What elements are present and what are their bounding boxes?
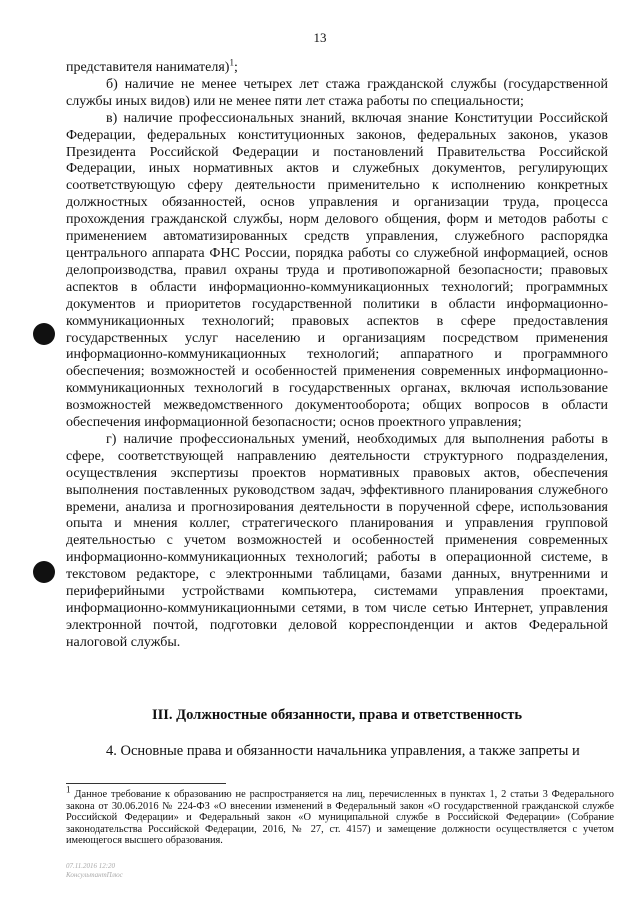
footnote-marker: 1 <box>66 784 71 795</box>
footnote-ref[interactable]: 1 <box>229 57 234 68</box>
body-text <box>66 57 608 652</box>
paragraph-v: в) наличие профессиональных знаний, включая знание Конституции Российской Федерации, федеральных конституционных законов, федеральных законов, указов Президента Российской Федерации и постановлений Правительства Российской Федерации, иных нормативных актов и служебных документов, регулирующих соответствующую сферу деятельности применительно к исполнению конкретных должностных обязанностей, основ управления и организации труда, процесса прохождения гражданской службы, норм делового общения, форм и методов работы с применением автоматизированных средств управления, служебного распорядка центрального аппарата ФНС России, порядка работы со служебной информацией, основ делопроизводства, правил охраны труда и противопожарной безопасности; правовых аспектов в области информационно-коммуникационных технологий; программных документов и приоритетов государственной политики в области информационно-коммуникационных технологий; правовых аспектов в сфере предоставления государственных услуг населению и организациям посредством применения информационно-коммуникационных технологий; аппаратного и программного обеспечения; возможностей и особенностей применения современных информационно-коммуникационных технологий в государственных органах, включая использование возможностей межведомственного документооборота; общих вопросов в области обеспечения информационной безопасности; основ проектного управления; <box>66 110 608 431</box>
paragraph-b: б) наличие не менее четырех лет стажа гражданской службы (государственной службы иных видов) или не менее пяти лет стажа работы по специальности; <box>66 76 608 109</box>
paragraph-4-start: 4. Основные права и обязанности начальника управления, а также запреты и <box>106 743 580 759</box>
page-number: 13 <box>313 30 327 45</box>
punch-hole-bottom <box>33 561 55 583</box>
stamp-line-2: КонсультантПлюс <box>66 871 123 879</box>
section-heading: III. Должностные обязанности, права и ответственность <box>151 707 523 723</box>
paragraph-tail: ; <box>233 60 238 75</box>
punch-hole-top <box>33 323 55 345</box>
paragraph-text: представителя нанимателя) <box>66 60 230 75</box>
footnote-text: Данное требование к образованию не распространяется на лиц, перечисленных в пунктах 1, 2 статьи 3 Федерального закона от 30.06.2016 № 224-ФЗ «О внесении изменений в Федеральный закон «О государственной гражданской службе Российской Федерации» и Федеральный закон «О муниципальной службе в Российской Федерации» (Собрание законодательства Российской Федерации, 2016, № 27, ст. 4157) и замещение должности осуществляется с учетом имеющегося высшего образования. <box>66 789 614 847</box>
footnote <box>66 784 614 847</box>
paragraph-continuation <box>66 57 608 77</box>
footnote-divider <box>66 783 226 784</box>
paragraph-g: г) наличие профессиональных умений, необходимых для выполнения работы в сфере, соответствующей направлению деятельности структурного подразделения, осуществления экспертизы проектов нормативных правовых актов, обеспечения выполнения поставленных руководством задач, эффективного планирования служебного времени, анализа и прогнозирования деятельности в порученной сфере, использования опыта и мнения коллег, стратегического планирования и управления групповой деятельностью с учетом возможностей и особенностей применения современных информационно-коммуникационных технологий; работы в операционной системе, в текстовом редакторе, с электронными таблицами, базами данных, внутренними и периферийными устройствами компьютера, системами управления проектами, информационно-коммуникационными сетями, в том числе сетью Интернет, управления электронной почтой, подготовки деловой корреспонденции и актов Федеральной налоговой службы. <box>66 431 608 650</box>
stamp-line-1: 07.11.2016 12:20 <box>66 862 116 870</box>
